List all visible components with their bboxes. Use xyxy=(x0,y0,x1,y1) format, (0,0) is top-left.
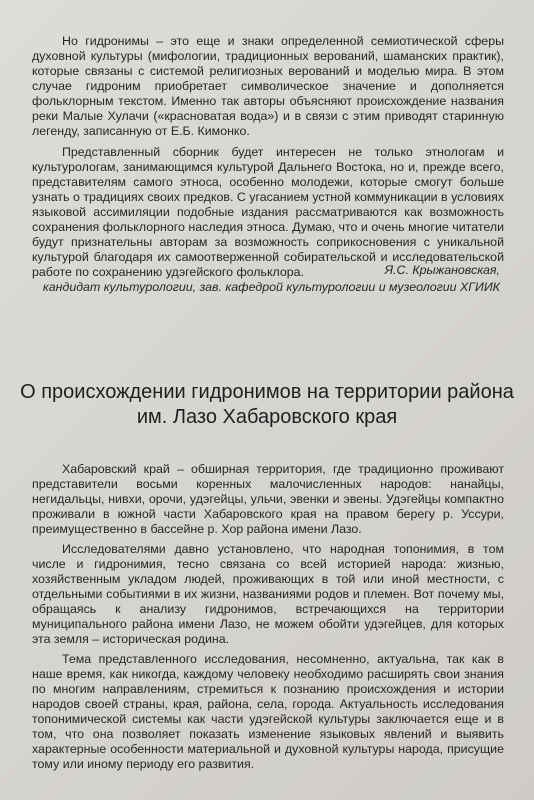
intro-paragraph-2: Представленный сборник будет интересен не только этнологам и культурологам, занимающимся культурой Дальнего Востока, но и, прежде всего, представителям самого этноса, особенно молодежи, которые смогут больше узнать о традициях своих предков. С угасанием устной коммуникации в условиях языковой ассимиляции подобные издания рассматриваются как возможность сохранения фольклорного наследия этноса. Думаю, что и очень многие читатели будут признательны авторам за возможность соприкосновения с уникальной культурой благодаря их самоотверженной собирательской и исследовательской работе по сохранению удэгейского фольклора. xyxy=(32,145,504,279)
signature-title: кандидат культурологии, зав. кафедрой культурологии и музеологии ХГИИК xyxy=(42,280,500,294)
intro-paragraph-1: Но гидронимы – это еще и знаки определенной семиотической сферы духовной культуры (мифологии, традиционных верований, шаманских практик), которые связаны с системой религиозных верований и моделью мира. В этом случае гидроним приобретает символическое значение и дополняется фольклорным текстом. Именно так авторы объясняют происхождение названия реки Малые Хулачи («красноватая вода») и в связи с этим приводят старинную легенду, записанную от Е.Б. Кимонко. xyxy=(32,34,504,138)
article-heading: О происхождении гидронимов на территории района им. Лазо Хабаровского края xyxy=(20,381,514,428)
intro-text xyxy=(32,34,504,286)
article-paragraph-1: Хабаровский край – обширная территория, где традиционно проживают представители восьми коренных малочисленных народов: нанайцы, негидальцы, нивхи, орочи, удэгейцы, ульчи, эвенки и эвены. Удэгейцы компактно проживали в южной части Хабаровского края на правом берегу р. Уссури, преимущественно в бассейне р. Хор района имени Лазо. xyxy=(32,462,504,536)
signature-name: Я.С. Крыжановская, xyxy=(384,263,500,277)
article-text xyxy=(32,462,504,777)
article-paragraph-2: Исследователями давно установлено, что народная топонимия, в том числе и гидронимия, тесно связана со всей историей народа: жизнью, хозяйственным укладом людей, проживающих в той или иной местности, с отдельными событиями в их жизни, названиями родов и племен. Вот почему мы, обращаясь к анализу гидронимов, встречающихся на территории муниципального района имени Лазо, не можем обойти удэгейцев, для которых эта земля – историческая родина. xyxy=(32,542,504,646)
article-paragraph-3: Тема представленного исследования, несомненно, актуальна, так как в наше время, как никогда, каждому человеку необходимо расширять свои знания по многим направлениям, стремиться к познанию происхождения и истории народов своей страны, края, района, села, города. Актуальность исследования топонимической системы как части удэгейской культуры заключается еще и в том, что она позволяет показать изменение языковых явлений и выявить характерные особенности материальной и духовной культуры народа, присущие тому или иному периоду его развития. xyxy=(32,652,504,771)
